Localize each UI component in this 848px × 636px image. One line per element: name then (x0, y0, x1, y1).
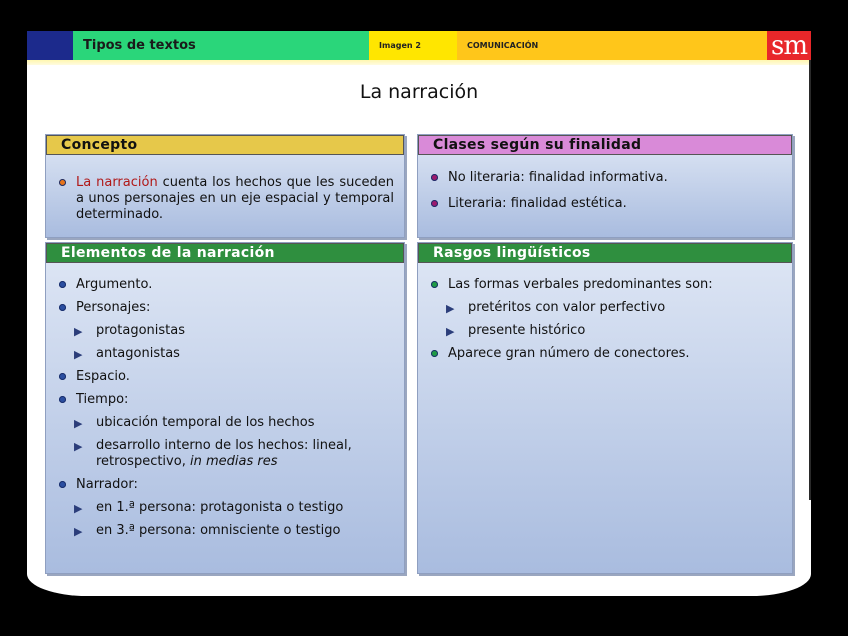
elementos-subitem (56, 323, 394, 339)
arrow-bullet-icon: ▶ (74, 348, 83, 361)
elementos-subitem (56, 415, 394, 431)
bullet-icon (59, 481, 66, 488)
rasgos-item (428, 277, 782, 293)
item-text: Aparece gran número de conectores. (448, 346, 690, 361)
header-image-tag: Imagen 2 (369, 31, 457, 60)
bullet-icon (431, 350, 438, 357)
elementos-subitem (56, 500, 394, 516)
bullet-icon (431, 281, 438, 288)
clases-item (428, 196, 782, 212)
publisher-logo: sm (767, 31, 811, 60)
arrow-bullet-icon: ▶ (446, 302, 455, 315)
subitem-text: ubicación temporal de los hechos (96, 415, 315, 430)
clases-body (428, 170, 782, 219)
page-title: La narración (359, 81, 479, 103)
bullet-icon (59, 373, 66, 380)
clases-item (428, 170, 782, 186)
item-text: Las formas verbales predominantes son: (448, 277, 713, 292)
bullet-icon (59, 304, 66, 311)
item-text: Personajes: (76, 300, 151, 315)
subitem-italic-text: in medias res (189, 454, 278, 469)
elementos-subitem (56, 346, 394, 362)
subitem-text: desarrollo interno de los hechos: lineal, retrospectivo, (96, 438, 352, 469)
arrow-bullet-icon: ▶ (74, 525, 83, 538)
elementos-item (56, 300, 394, 316)
subitem-text: presente histórico (468, 323, 586, 338)
subitem-text: en 3.ª persona: omnisciente o testigo (96, 523, 341, 538)
clases-heading: Clases según su finalidad (418, 135, 792, 155)
clases-item-text: No literaria: finalidad informativa. (448, 170, 668, 185)
bullet-icon (59, 281, 66, 288)
rasgos-body (428, 277, 782, 369)
arrow-bullet-icon: ▶ (74, 502, 83, 515)
arrow-bullet-icon: ▶ (74, 325, 83, 338)
elementos-item (56, 369, 394, 385)
subitem-text: en 1.ª persona: protagonista o testigo (96, 500, 344, 515)
elementos-subitem (56, 438, 394, 470)
item-text: Espacio. (76, 369, 130, 384)
right-border (809, 60, 811, 500)
bullet-icon (59, 179, 66, 186)
arrow-bullet-icon: ▶ (74, 440, 83, 453)
subitem-text: protagonistas (96, 323, 185, 338)
elementos-heading: Elementos de la narración (46, 243, 404, 263)
subitem-text: antagonistas (96, 346, 180, 361)
rasgos-heading: Rasgos lingüísticos (418, 243, 792, 263)
elementos-item (56, 392, 394, 408)
slide (27, 31, 811, 596)
rasgos-subitem (428, 300, 782, 316)
bullet-icon (431, 200, 438, 207)
rasgos-item (428, 346, 782, 362)
elementos-body (56, 277, 394, 546)
header-subject: COMUNICACIÓN (457, 31, 767, 60)
item-text: Argumento. (76, 277, 153, 292)
elementos-subitem (56, 523, 394, 539)
elementos-panel (45, 242, 405, 574)
elementos-item (56, 477, 394, 493)
clases-item-text: Literaria: finalidad estética. (448, 196, 627, 211)
rasgos-panel (417, 242, 793, 574)
header-underline (27, 60, 811, 65)
concepto-body (56, 175, 394, 230)
header-section-title: Tipos de textos (73, 31, 369, 60)
bullet-icon (431, 174, 438, 181)
header-navy-block (27, 31, 73, 60)
header-bar (27, 31, 811, 60)
concepto-heading: Concepto (46, 135, 404, 155)
concepto-highlight: La narración (76, 175, 158, 190)
concepto-item (56, 175, 394, 223)
arrow-bullet-icon: ▶ (74, 417, 83, 430)
subitem-text: pretéritos con valor perfectivo (468, 300, 666, 315)
bullet-icon (59, 396, 66, 403)
elementos-item (56, 277, 394, 293)
concepto-text: cuenta los hechos que les suceden a unos personajes en un eje espacial y temporal determinado. (76, 175, 394, 222)
concepto-panel (45, 134, 405, 238)
clases-panel (417, 134, 793, 238)
item-text: Tiempo: (76, 392, 129, 407)
item-text: Narrador: (76, 477, 138, 492)
rasgos-subitem (428, 323, 782, 339)
arrow-bullet-icon: ▶ (446, 325, 455, 338)
